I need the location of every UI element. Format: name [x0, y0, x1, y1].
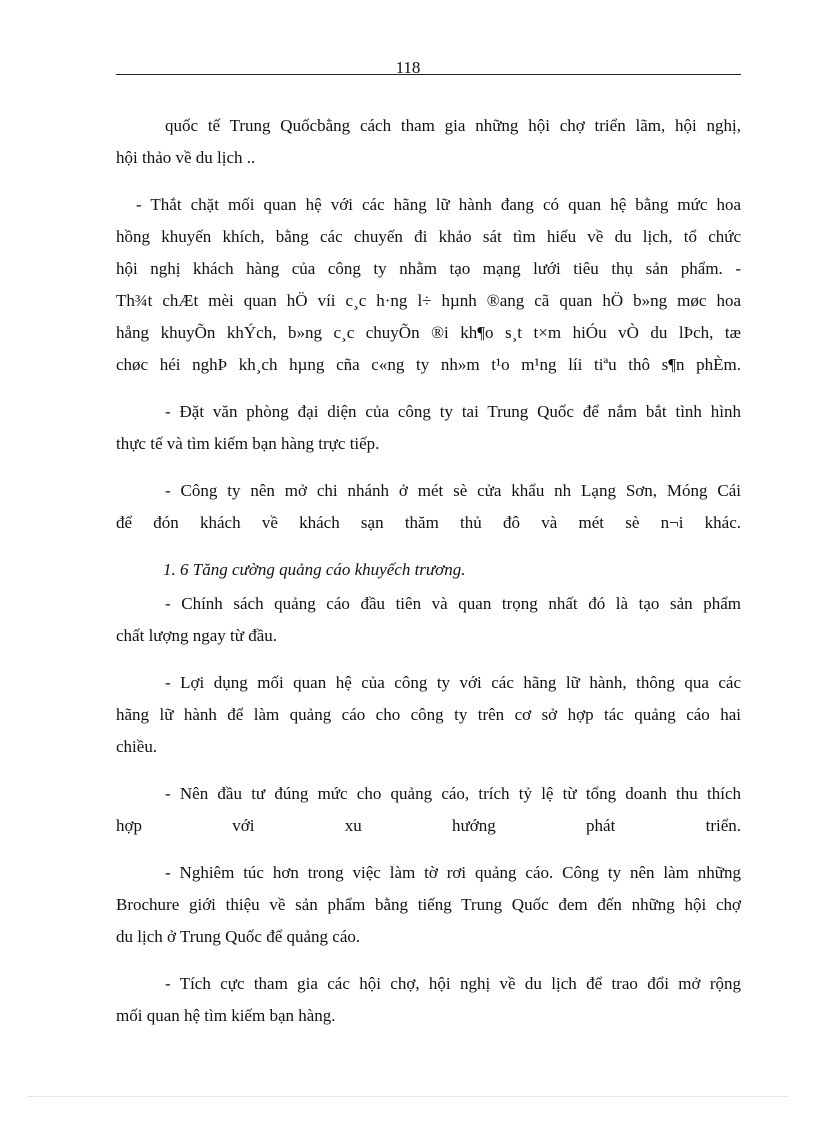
text-line: Brochure giới thiệu về sản phẩm bằng tiếng Trung Quốc đem đến những hội chợ — [116, 895, 741, 914]
paragraph-6 — [116, 667, 741, 763]
paragraph-3 — [116, 396, 741, 460]
text-line: - Công ty nên mở chi nhánh ở mét sè cửa khẩu nh Lạng Sơn, Móng Cái — [165, 481, 741, 500]
text-line: hợp với xu hướng phát triển. — [116, 816, 741, 835]
text-line: - Nên đầu tư đúng mức cho quảng cáo, trích tỷ lệ từ tổng doanh thu thích — [165, 784, 741, 803]
text-line: - Thắt chặt mối quan hệ với các hãng lữ hành đang có quan hệ bằng mức hoa — [136, 195, 741, 214]
text-line: hội nghị khách hàng của công ty nhằm tạo mạng lưới tiêu thụ sản phẩm. - — [116, 259, 741, 278]
text-line: hång khuyÕn khÝch, b»ng c¸c chuyÕn ®i kh¶o s¸t t×m hiÓu vÒ du lÞch, tæ — [116, 323, 741, 342]
text-line: - Lợi dụng mối quan hệ của công ty với các hãng lữ hành, thông qua các — [165, 673, 741, 692]
paragraph-9 — [116, 968, 741, 1032]
paragraph-1 — [116, 110, 741, 174]
page-number: 118 — [395, 58, 421, 77]
text-line: mối quan hệ tìm kiếm bạn hàng. — [116, 1006, 336, 1025]
section-heading: 1. 6 Tăng cường quảng cáo khuyếch trương. — [163, 560, 466, 579]
text-line: để đón khách về khách sạn thăm thủ đô và mét sè n¬i khác. — [116, 513, 741, 532]
text-line: chất lượng ngay từ đầu. — [116, 626, 278, 645]
paragraph-8 — [116, 857, 741, 953]
text-line: - Chính sách quảng cáo đầu tiên và quan trọng nhất đó là tạo sản phẩm — [165, 594, 741, 613]
paragraph-7 — [116, 778, 741, 842]
text-line: Th¾t chÆt mèi quan hÖ víi c¸c h·ng l÷ hµnh ®ang cã quan hÖ b»ng møc hoa — [116, 291, 741, 310]
text-line: quốc tế Trung Quốcbằng cách tham gia những hội chợ triển lãm, hội nghị, — [165, 116, 741, 135]
text-line: - Đặt văn phòng đại diện của công ty tai Trung Quốc để nắm bắt tình hình — [165, 402, 741, 421]
text-line: thực tế và tìm kiếm bạn hàng trực tiếp. — [116, 434, 380, 453]
paragraph-4 — [116, 475, 741, 539]
paragraph-2 — [116, 189, 741, 381]
text-line: chøc héi nghÞ kh¸ch hµng cña c«ng ty nh»m t¹o m¹ng líi tiªu thô s¶n phÈm. — [116, 355, 741, 374]
text-line: - Nghiêm túc hơn trong việc làm tờ rơi quảng cáo. Công ty nên làm những — [165, 863, 741, 882]
text-line: du lịch ở Trung Quốc để quảng cáo. — [116, 927, 361, 946]
text-line: - Tích cực tham gia các hội chợ, hội nghị về du lịch để trao đổi mở rộng — [165, 974, 741, 993]
page-bottom-rule — [28, 1096, 788, 1097]
text-line: chiều. — [116, 737, 158, 756]
text-line: hãng lữ hành để làm quảng cáo cho công ty trên cơ sở hợp tác quảng cáo hai — [116, 705, 741, 724]
text-line: hồng khuyến khích, bằng các chuyến đi khảo sát tìm hiểu về du lịch, tổ chức — [116, 227, 741, 246]
text-line: hội thảo về du lịch .. — [116, 148, 256, 167]
header-rule — [116, 74, 741, 75]
paragraph-5 — [116, 588, 741, 652]
document-body — [116, 110, 741, 1047]
